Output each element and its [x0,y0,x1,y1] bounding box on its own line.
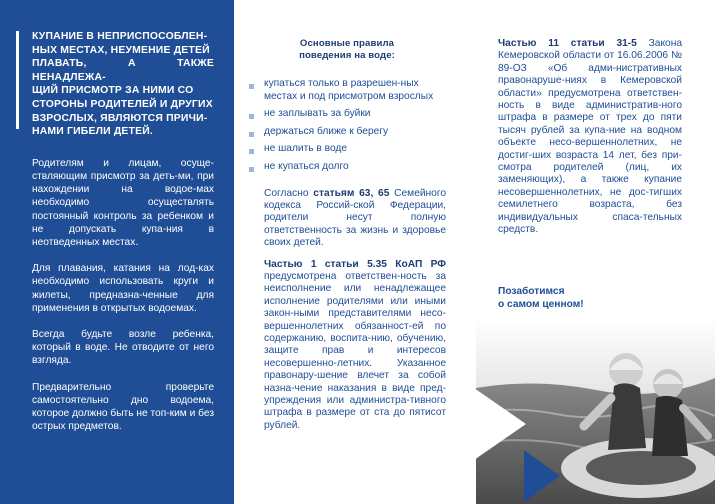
white-triangle-icon [474,388,526,460]
list-item [248,78,446,103]
regional-text: Закона Кемеровской области от 16.06.2006 № 89-ОЗ «Об адми-нистративных правонаруше-ниях в Кемеровской области» предусмотрена ответствен-ность в виде административ-ного штрафа в размере от трех до пяти тысяч рублей за купа-ние на водном объекте несо-вершеннолетних, не достиг-ших возраста 14 лет, без при-смотра родителей (лиц, их заменяющих), а также купание несовершеннолетних, не дос-тигших семилетнего возраста, без индивидуальных спаса-тельных средств. [498,38,682,236]
p2-text: предусмотрена ответствен-ность за неисполнение или ненадлежащее исполнение родителями или иными закон-ными представителями несо-вершеннолетних обязанност-ей по содержанию, воспита-нию, обучению, защите прав и интересов несовершенно-летних. Указанное правонару-шение влечет за собой назна-чение наказания в виде пред-упреждения или администра-тивного штрафа в размере от ста до пятисот рублей. [264,271,446,431]
slogan [498,286,678,311]
floatation-paragraph: Для плавания, катания на лод-ках необходимо использовать круги и жилеты, предназна-ченные для применения в открытых водоемах. [32,263,214,314]
regional-article: Частью 11 статьи 31-5 [498,38,637,49]
rule-text: держаться ближе к берегу [264,125,389,137]
lead-line: СТОРОНЫ РОДИТЕЛЕЙ И ДРУГИХ [32,98,213,110]
rule-text: не купаться долго [264,160,349,172]
rule-text: не шалить в воде [264,143,347,155]
square-bullet-icon [249,84,254,89]
slogan-line: Позаботимся [498,286,565,297]
left-panel [0,0,234,504]
list-item [248,143,446,156]
rules-heading-line: поведения на воде: [299,50,395,61]
middle-column [248,0,446,504]
lead-warning [32,30,214,139]
stay-near-paragraph: Всегда будьте возле ребенка, который в воде. Не отводите от него взгляда. [32,328,214,367]
square-bullet-icon [249,149,254,154]
p1-text: Семейного кодекса Россий-ской Федерации, родители несут полную ответственность за жизнь и здоровье своих детей. [264,187,446,249]
p1-prefix: Согласно [264,187,314,199]
regional-law-paragraph [498,38,682,237]
koap-paragraph [264,259,446,433]
square-bullet-icon [249,114,254,119]
blue-triangle-icon [524,450,560,502]
lead-line: КУПАНИЕ В НЕПРИСПОСОБЛЕН- [32,31,208,42]
slogan-line: о самом ценном! [498,298,584,310]
rules-heading [248,38,446,62]
rules-heading-line: Основные правила [299,38,395,49]
family-code-paragraph [264,188,446,250]
list-item [248,161,446,174]
lead-line: НЫХ МЕСТАХ, НЕУМЕНИЕ ДЕТЕЙ [32,44,210,56]
square-bullet-icon [249,132,254,137]
rule-text: не заплывать за буйки [264,108,371,120]
p2-article: Частью 1 статьи 5.35 КоАП РФ [264,258,446,270]
accent-bar [16,31,19,129]
check-bottom-paragraph: Предварительно проверьте самостоятельно дно водоема, которое должно быть не топ-ким и без острых предметов. [32,381,214,433]
lead-line: ВЗРОСЛЫХ, ЯВЛЯЮТСЯ ПРИЧИ- [32,112,208,124]
list-item [248,126,446,139]
lead-line: НАМИ ГИБЕЛИ ДЕТЕЙ. [32,126,153,138]
list-item [248,108,446,121]
p1-articles: статьям 63, 65 [313,187,390,199]
rules-list [248,78,446,174]
lead-line: ПЛАВАТЬ, А ТАКЖЕ НЕНАДЛЕЖА- [32,58,214,83]
parent-control-paragraph: Родителям и лицам, осуще-ствляющим присмотр за деть-ми, при нахождении на водое-мах необходимо осуществлять постоянный контроль за ребенком и не допускать купа-ния в неотведенных местах. [32,157,214,248]
rule-text: купаться только в разрешен-ных местах и под присмотром взрослых [264,78,434,102]
lead-line: ЩИЙ ПРИСМОТР ЗА НИМИ СО [32,85,194,97]
square-bullet-icon [249,167,254,172]
